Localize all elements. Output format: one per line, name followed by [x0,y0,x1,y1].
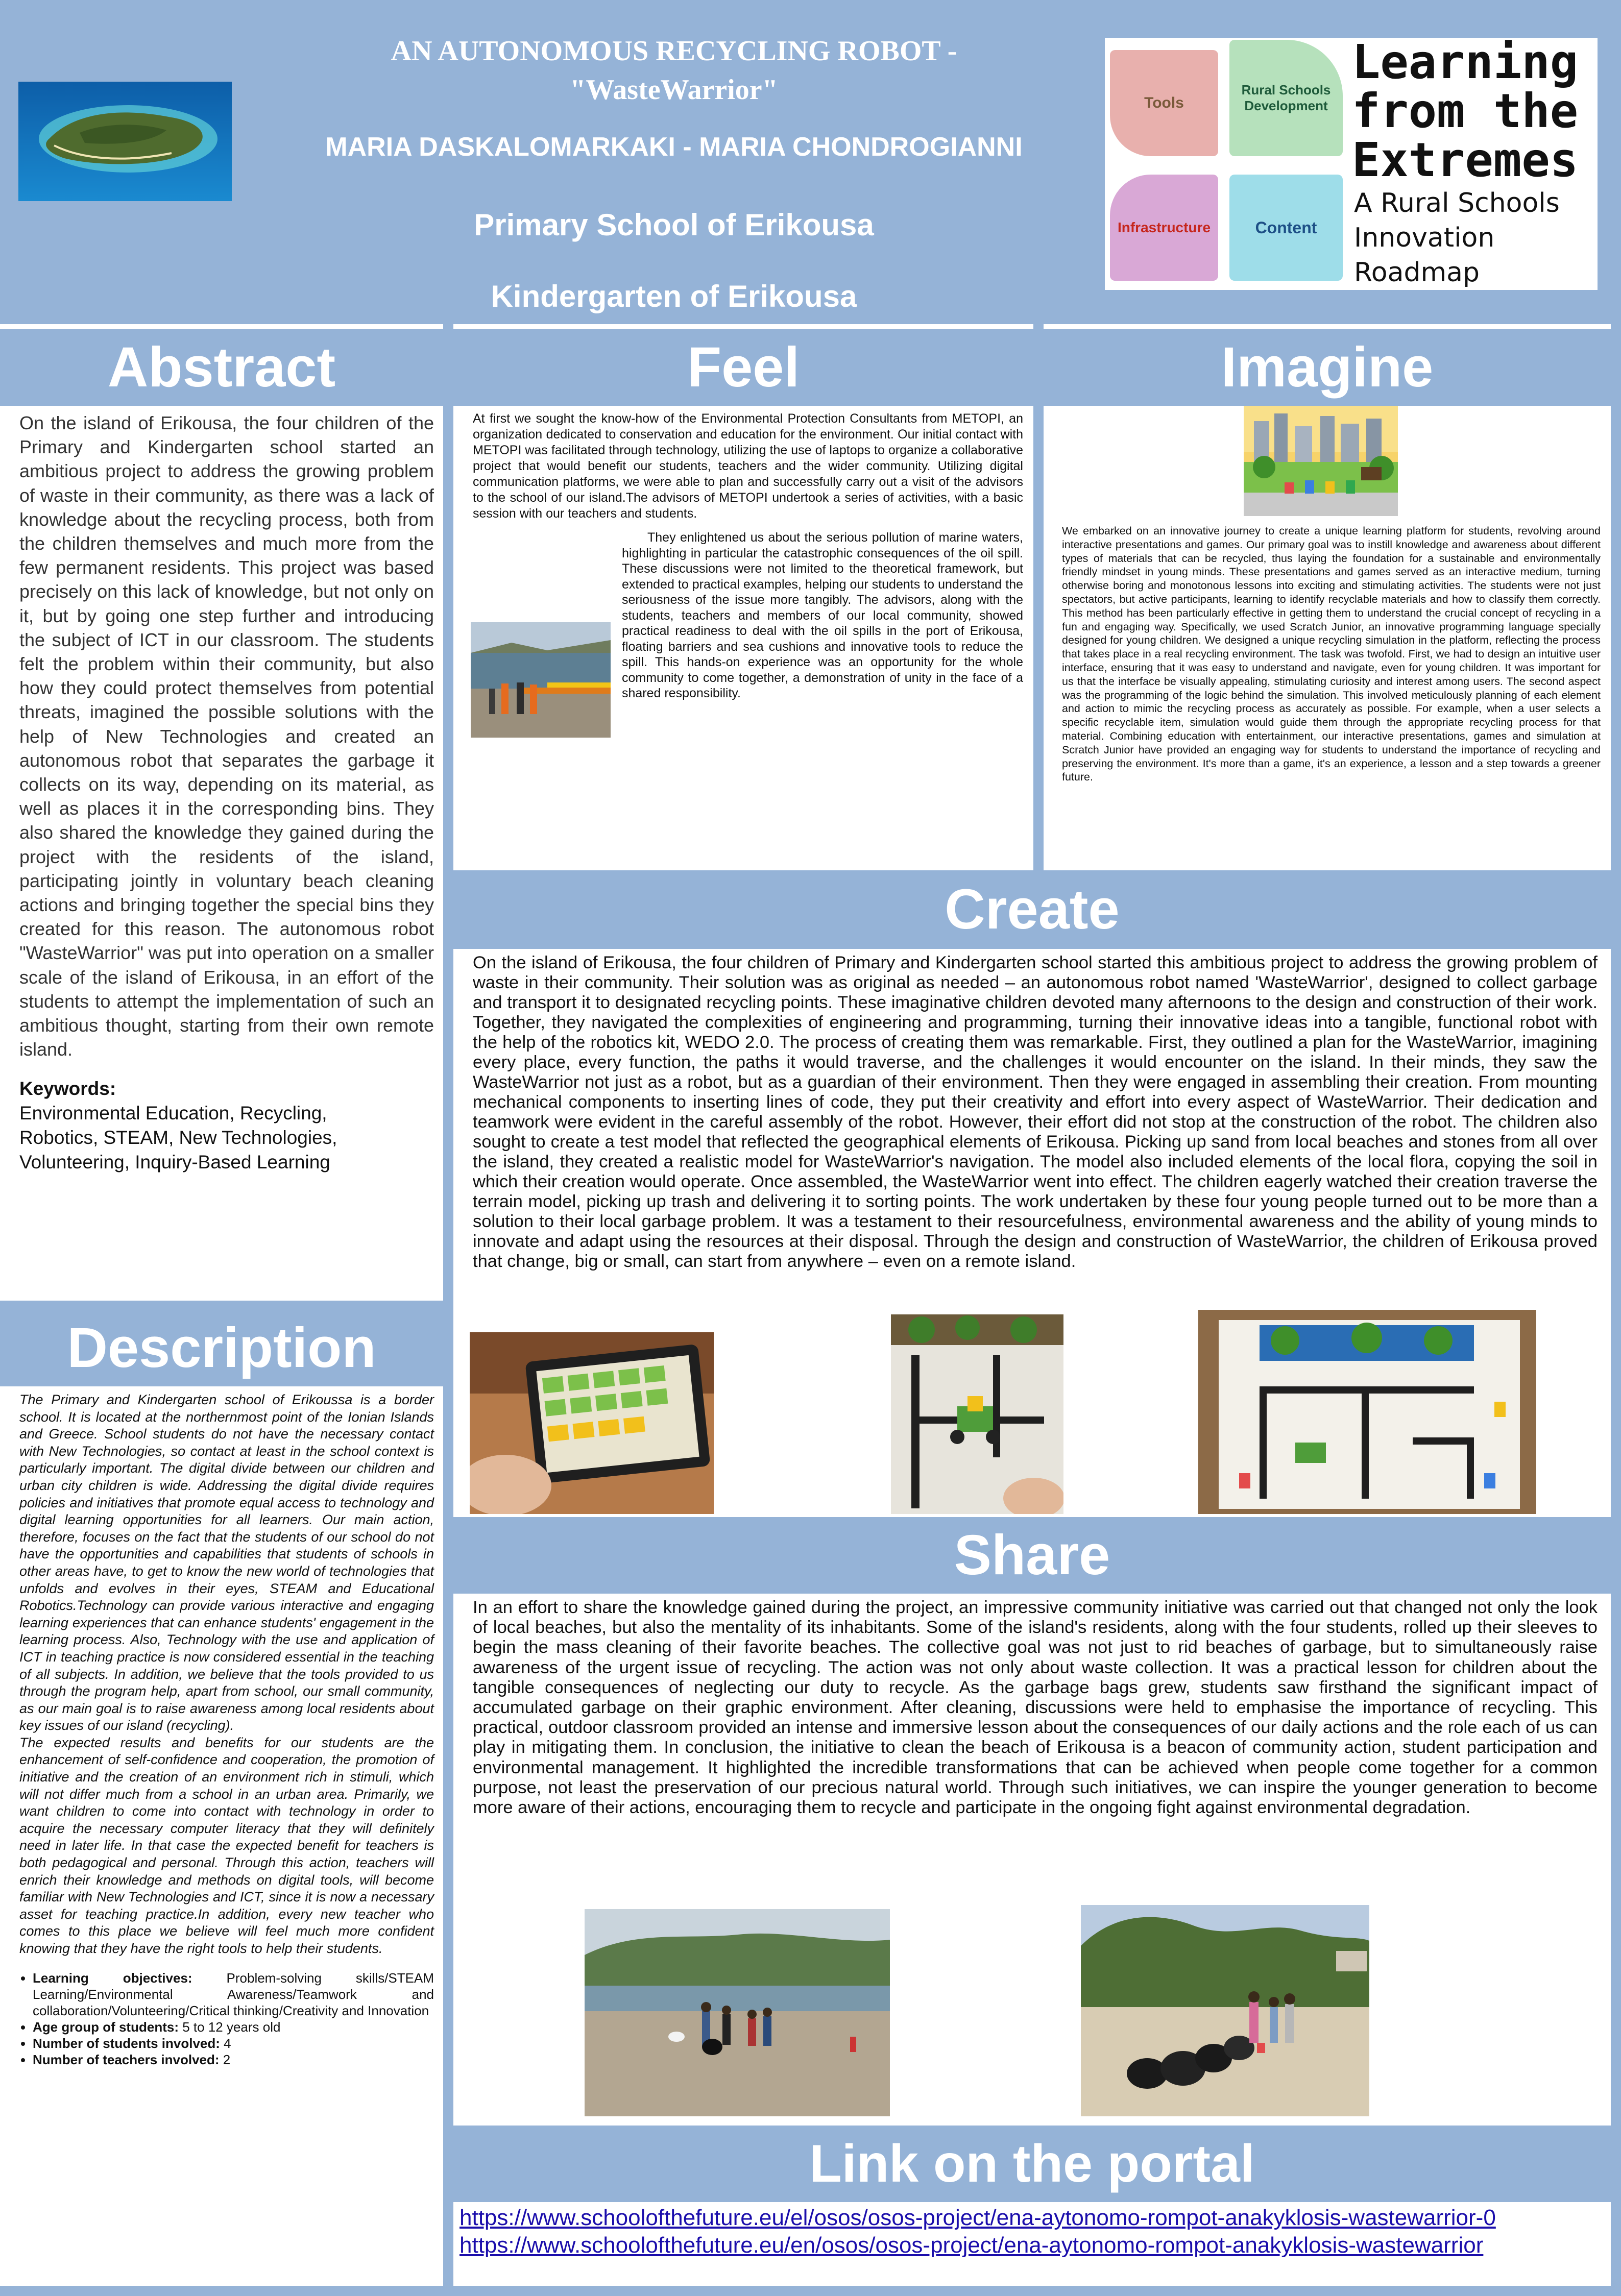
feel-panel [453,406,1033,870]
description-bullets [19,1970,434,2068]
logo-tile-infrastructure: Infrastructure [1110,175,1218,281]
robot-on-map-photo [891,1314,1063,1514]
title-line-1: AN AUTONOMOUS RECYCLING ROBOT - [391,35,957,67]
bullet-age-group: • Age group of students: 5 to 12 years old [33,2019,434,2035]
beach-cleanup-photo-2 [1081,1905,1369,2116]
feel-heading: Feel [687,336,800,399]
create-heading: Create [945,878,1120,941]
feel-heading-bar [453,329,1033,406]
bullet-teachers: • Number of teachers involved: 2 [33,2051,434,2068]
keywords-text: Environmental Education, Recycling, Robotics, STEAM, New Technologies, Volunteering, Inquiry-Based Learning [19,1103,337,1173]
poster-title [240,32,1108,109]
keywords-label: Keywords: [19,1078,116,1100]
description-heading: Description [67,1316,376,1379]
tablet-scratch-photo [470,1332,714,1514]
imagine-heading: Imagine [1221,336,1434,399]
logo-subtitle: A Rural Schools Innovation Roadmap [1354,188,1560,288]
description-text-1: The Primary and Kindergarten school of Erikoussa is a border school. It is located at the northernmost point of the Ionian Islands and Greece. School students do not have the necessary contact with New Technologies, so contact at least in the school context is particularly important. The digital divide between our children and urban city children is wide. Addressing the digital divide requires policies and initiatives that promote equal access to technology and digital learning opportunities for all learners. Our main action, therefore, focuses on the fact that the students of our school do not have the opportunities and capabilities that students of schools in other areas have, to get to know the new world of technologies that unfolds and evolves in their eyes, STEAM and Educational Robotics.Technology can provide various interactive and engaging learning experiences that can enhance students' engagement in the learning process. Also, Technology with the use and application of ICT in teaching practice is now considered essential in the teaching of all subjects. In addition, we believe that the tools provided to us through the program help, apart from school, our small community, as our main goal is to raise awareness among local residents about key issues of our island (recycling). [19,1392,434,1733]
authors: MARIA DASKALOMARKAKI - MARIA CHONDROGIANNI [325,132,1023,162]
frame-bottom [0,2286,1621,2296]
create-heading-bar [453,870,1611,949]
description-text-2: The expected results and benefits for our students are the enhancement of self-confidence and cooperation, the promotion of initiative and the creation of an environment rich in stimuli, which will not differ much from a school in an urban area. Primarily, we want children to come into contact with technology in order to acquire the necessary computer literacy that they will definitely need in later life. In that case the expected benefit for teachers is both pedagogical and personal. Through this action, teachers will enrich their knowledge and methods on digital tools, will become familiar with New Technologies and ICT, since it is now a necessary asset for teaching practice.In addition, every new teacher who comes to this place we believe will feel much more confident knowing that they have the right tools to help their students. [19,1735,434,1956]
abstract-heading: Abstract [107,336,336,399]
logo-title: Learning from the Extremes [1352,35,1579,187]
bullet-learning-objectives: • Learning objectives: Problem-solving skills/STEAM Learning/Environmental Awareness/Teamwork and collaboration/Volunteering/Critical thinking/Creativity and Innovation [33,1970,434,2019]
portal-heading-bar [453,2126,1611,2202]
frame-gutter-1 [443,324,453,2296]
portal-panel [453,2202,1611,2286]
portal-link-english[interactable]: https://www.schoolofthefuture.eu/en/osos/osos-project/ena-aytonomo-rompot-anakyklosis-wastewarrior [459,2233,1484,2258]
abstract-text: On the island of Erikousa, the four children of the Primary and Kindergarten school started an ambitious project to address the growing problem of waste in their community, as there was a lack of knowledge about the recycling process, both from the children themselves and much more from the few permanent residents. This project was based precisely on this lack of knowledge, but not only on it, but by going one step further and introducing the subject of ICT in our classroom. The students felt the problem within their community, but also how they could protect themselves from potential threats, imagined the possible solutions with the help of New Technologies and created an autonomous robot that separates the garbage it collects on its way, depending on its material, as well as places it in the corresponding bins. They also shared the knowledge they gained during the project with the residents of the island, participating jointly in voluntary beach cleaning actions and bringing together the special bins they created for this reason. The autonomous robot "WasteWarrior" was put into operation on a smaller scale of the island of Erikousa, in an effort of the students to attempt the implementation of such an ambitious thought, starting from their own remote island. [19,412,434,1060]
bullet-students: • Number of students involved: 4 [33,2035,434,2051]
imagine-heading-bar [1044,329,1611,406]
beach-cleanup-photo-1 [585,1909,890,2116]
feel-text-2: They enlightened us about the serious pollution of marine waters, highlighting in particular the catastrophic consequences of the oil spill. These discussions were not limited to the theoretical framework, but extended to practical examples, helping our students to understand the seriousness of the issue more tangibly. The advisors, along with the students, teachers and members of our local community, showed practical readiness to deal with the oil spills in the port of Erikousa, floating barriers and sea cushions and innovative tools to reduce the spill. This hands-on experience was an opportunity for the whole community to come together, a demonstration of unity in the face of a shared responsibility. [622,530,1023,700]
share-heading-bar [453,1517,1611,1594]
frame-gutter-2 [1033,324,1044,870]
logo-tile-tools: Tools [1110,50,1218,156]
learning-from-extremes-logo [1105,35,1598,290]
frame-abstract-gap [0,1301,443,1310]
title-line-2: "WasteWarrior" [570,74,778,106]
portal-link-greek[interactable]: https://www.schoolofthefuture.eu/el/osos/osos-project/ena-aytonomo-rompot-anakyklosis-wastewarrior-0 [459,2205,1496,2230]
description-heading-bar [0,1310,443,1386]
share-text: In an effort to share the knowledge gained during the project, an impressive community initiative was carried out that changed not only the look of local beaches, but also the mentality of its inhabitants. Some of the island's residents, along with the four students, rolled up their sleeves to begin the mass cleaning of their favorite beaches. The collective goal was not just to rid beaches of garbage, but to simultaneously raise awareness of the urgent issue of recycling. The action was not only about waste collection. It was a practical lesson for children about the tangible consequences of neglecting our duty to recycle. As the garbage bags grew, students saw firsthand the significant impact of accumulated garbage on their graphic environment. After cleaning, discussions were held to emphasise the importance of recycling. This practical, outdoor classroom provided an intense and immersive lesson about the consequences of our daily actions and the role each of us can play in mitigating them. In conclusion, the initiative to clean the beach of Erikousa is a beacon of community action, student participation and environmental management. It highlighted the incredible transformations that can be achieved when people come together for a common purpose, not least the preservation of our precious natural world. Through such initiatives, we can inspire the younger generation to become more aware of their actions, encouraging them to recycle and participate in the ongoing fight against environmental degradation. [473,1598,1598,1818]
logo-tile-rural: Rural Schools Development [1229,40,1343,156]
description-panel [0,1386,443,2286]
imagine-text: We embarked on an innovative journey to create a unique learning platform for students, revolving around interactive presentations and games. Our primary goal was to instill knowledge and awareness about different types of materials that can be recycled, thus laying the foundation for a sustainable and environmentally friendly mindset in young minds. These presentations and games served as an interactive medium, turning otherwise boring and monotonous lessons into exciting and stimulating activities. The students were not just spectators, but active participants, learning to identify recyclable materials and how to classify them correctly. This method has been particularly effective in getting them to understand the crucial concept of recycling in a fun and engaging way. Specifically, we used Scratch Junior, an innovative programming language specially designed for young children. We designed a unique recycling simulation in the platform, reflecting the process that takes place in a real recycling environment. The task was twofold. First, we had to design an intuitive user interface, ensuring that it was easy to understand and navigate, even for young children. It was important for us that the interface be visually appealing, stimulating curiosity and interest among users. The second aspect was the programming of the logic behind the simulation. This involved meticulously planning of each element and action to mimic the recycling process as accurately as possible. For example, when a user selects a specific recyclable item, simulation would guide them through the appropriate recycling process for that material. Combining education with entertainment, our interactive presentations, games and simulation at Scratch Junior have provided an engaging way for students to understand the importance of recycling and preserving the environment. It's more than a game, it's an experience, a lesson and a step towards a greener future. [1062,525,1601,784]
school-kindergarten: Kindergarten of Erikousa [491,279,857,313]
island-photo [18,82,232,201]
share-heading: Share [954,1524,1110,1586]
abstract-heading-bar [0,329,443,406]
imagine-panel [1044,406,1611,870]
oil-spill-photo [471,622,611,738]
feel-text-1: At first we sought the know-how of the Environmental Protection Consultants from METOPI, an organization dedicated to conservation and education for the environment. Our initial contact with METOPI was facilitated through technology, utilizing the use of laptops to organize a collaborative project that would benefit our students, teachers and the wider community. Utilizing digital communication platforms, we were able to plan and successfully carry out a visit of the advisors to the school of our island.The advisors of METOPI undertook a series of activities, with a basic session with our teachers and students. [473,411,1023,521]
frame-right [1611,324,1621,2296]
school-primary: Primary School of Erikousa [474,208,874,242]
portal-heading: Link on the portal [809,2134,1255,2193]
abstract-panel [0,406,443,1301]
create-text: On the island of Erikousa, the four children of Primary and Kindergarten school started this ambitious project to address the growing problem of waste in their community. Their solution was as original as needed – an autonomous robot named 'WasteWarrior', designed to collect garbage and transport it to designated recycling points. These imaginative children devoted many afternoons to the design and construction of their work. Together, they navigated the complexities of engineering and programming, turning their innovative ideas into a tangible, functional robot with the help of the robotics kit, WEDO 2.0. The process of creating them was remarkable. First, they outlined a plan for the WasteWarrior, imagining every place, every function, the paths it would traverse, and the challenges it would encounter on the island. In their minds, they saw the WasteWarrior not just as a robot, but as a guardian of their environment. Then they were engaged in assembling their creation. From mounting mechanical components to inserting lines of code, they put their creativity and effort into every aspect of WasteWarrior. Their dedication and teamwork were evident in the careful assembly of the robot. However, their effort did not stop at the construction of the robot. The children also sought to create a test model that reflected the geographical elements of Erikousa. Picking up sand from local beaches and stones from all over the island, they created a realistic model for WasteWarrior's navigation. The model also included elements of the local flora, copying the soil in which their creation would operate. Once assembled, the WasteWarrior went into effect. The children eagerly watched their creation traverse the terrain model, picking up trash and delivering it to sorting points. The work undertaken by these four young people turned out to be more than a solution to their local garbage problem. It was a testament to their resourcefulness, environmental awareness and the ability of young minds to innovate and adapt using the resources at their disposal. Through the design and construction of WasteWarrior, the children of Erikousa proved that change, big or small, can start from anywhere – even on a remote island. [473,953,1598,1271]
scratch-junior-recycling-image [1244,406,1398,516]
terrain-model-photo [1198,1310,1536,1514]
logo-tile-content: Content [1229,175,1343,281]
